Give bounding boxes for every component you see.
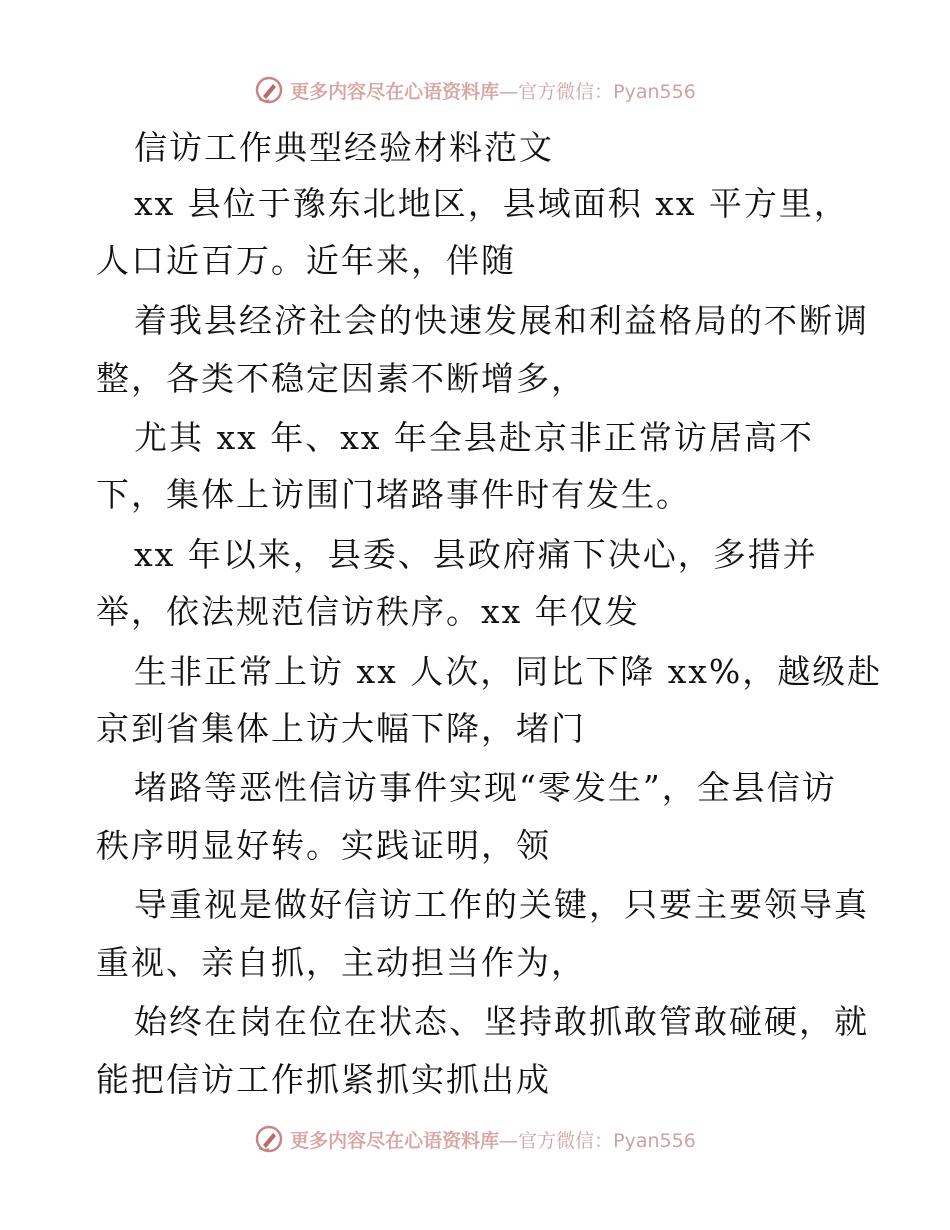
paragraph-line: 尤其 xx 年、xx 年全县赴京非正常访居高不 — [134, 418, 814, 457]
paragraph-line: 始终在岗在位在状态、坚持敢抓敢管敢碰硬，就 — [134, 1002, 869, 1041]
footer-banner — [0, 1122, 950, 1156]
pen-seal-logo-icon — [254, 1124, 284, 1154]
paragraph-line: xx 年以来，县委、县政府痛下决心，多措并 — [134, 535, 818, 574]
footer-slogan: 更多内容尽在心语资料库 — [290, 1129, 500, 1152]
paragraph-line: 人口近百万。近年来，伴随 — [96, 241, 516, 280]
paragraph-line: xx 县位于豫东北地区，县域面积 xx 平方里， — [134, 184, 849, 223]
paragraph-line: 重视、亲自抓，主动担当作为， — [96, 943, 586, 982]
paragraph-line: 京到省集体上访大幅下降，堵门 — [96, 709, 586, 748]
paragraph-line: 举，依法规范信访秩序。xx 年仅发 — [96, 592, 640, 631]
pen-seal-logo-icon — [254, 75, 284, 105]
paragraph-line: 下，集体上访围门堵路事件时有发生。 — [96, 475, 691, 514]
paragraph-line: 秩序明显好转。实践证明，领 — [96, 826, 551, 865]
paragraph-line: 生非正常上访 xx 人次，同比下降 xx%，越级赴 — [134, 652, 883, 691]
header-slogan: 更多内容尽在心语资料库 — [290, 80, 500, 103]
paragraph-line: 堵路等恶性信访事件实现“零发生”，全县信访 — [134, 768, 837, 807]
paragraph-line: 能把信访工作抓紧抓实抓出成 — [96, 1060, 551, 1099]
footer-wechat: —官方微信：Pyan556 — [499, 1129, 696, 1152]
paragraph-line: 整，各类不稳定因素不断增多， — [96, 359, 586, 398]
document-title: 信访工作典型经验材料范文 — [134, 128, 554, 167]
header-wechat: —官方微信：Pyan556 — [499, 80, 696, 103]
paragraph-line: 导重视是做好信访工作的关键，只要主要领导真 — [134, 885, 869, 924]
header-banner — [0, 73, 950, 107]
paragraph-line: 着我县经济社会的快速发展和利益格局的不断调 — [134, 301, 869, 340]
